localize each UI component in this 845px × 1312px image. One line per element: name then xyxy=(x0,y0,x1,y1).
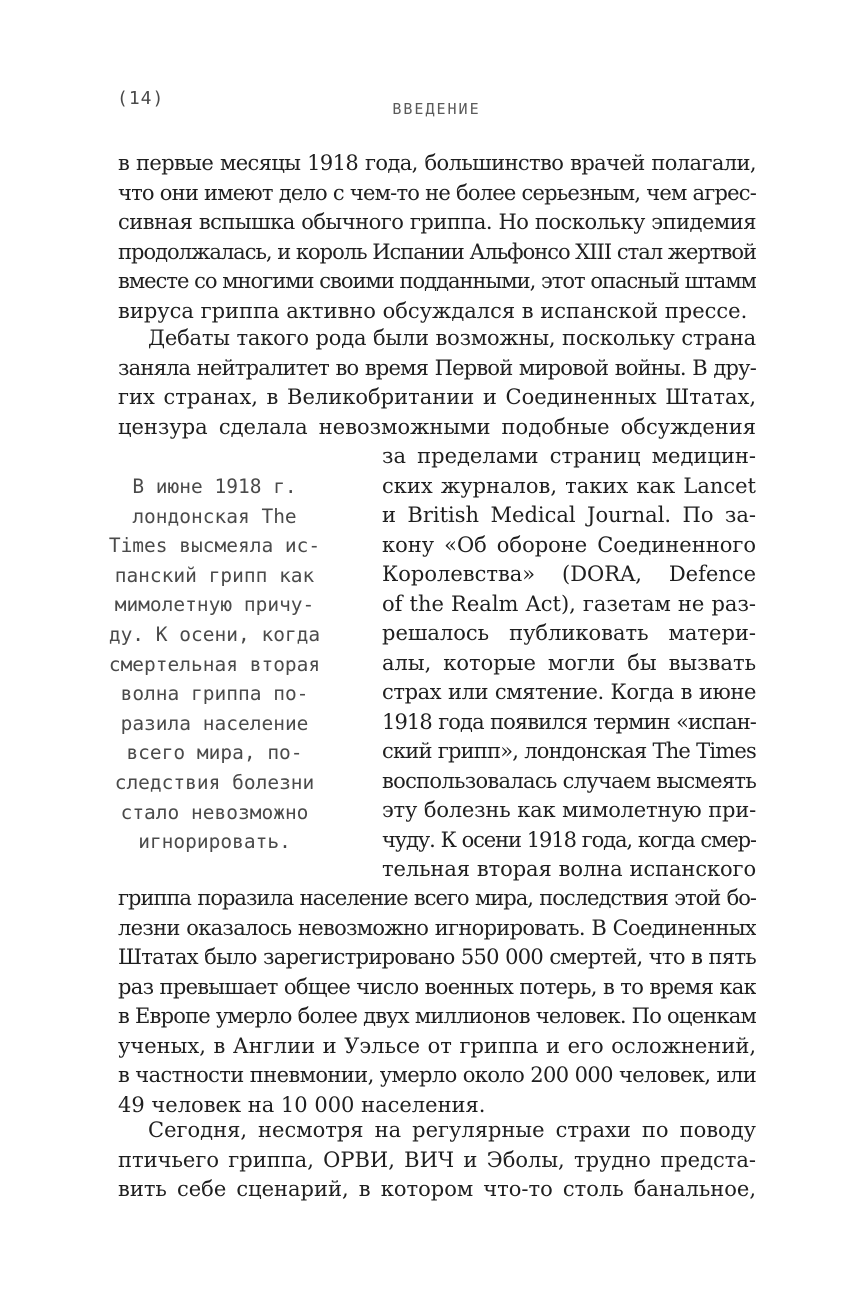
pull-quote-line: следствия болезни xyxy=(114,770,315,794)
text-line: вместе со многими своими подданными, этот опасный штамм xyxy=(118,269,756,293)
text-line: тельная вторая волна испанского xyxy=(382,857,756,881)
text-line: ученых, в Англии и Уэльсе от гриппа и его осложнений, xyxy=(118,1033,756,1058)
text-line: 1918 года появился термин «испан- xyxy=(382,709,756,734)
text-line: за пределами страниц медицин- xyxy=(382,444,756,468)
pull-quote-line: стало невозможно xyxy=(120,800,309,824)
running-head: ВВЕДЕНИЕ xyxy=(392,100,481,118)
pull-quote-line: разила население xyxy=(120,711,309,735)
text-line: лезни оказалось невозможно игнорировать. В Соединенных xyxy=(118,915,756,940)
text-line: в частности пневмонии, умерло около 200 000 человек, или xyxy=(118,1063,756,1087)
pull-quote-line: волна гриппа по- xyxy=(120,682,309,706)
text-line: раз превышает общее число военных потерь, в то время как xyxy=(118,974,756,999)
text-line: эту болезнь как мимолетную при- xyxy=(382,798,756,822)
text-line: птичьего гриппа, ОРВИ, ВИЧ и Эболы, трудно предста- xyxy=(118,1147,756,1172)
text-line: гриппа поразила население всего мира, последствия этой бо- xyxy=(118,886,756,910)
text-line: воспользовалась случаем высмеять xyxy=(382,768,756,793)
text-line: в Европе умерло более двух миллионов человек. По оценкам xyxy=(118,1004,756,1028)
pull-quote-line: Times высмеяла ис- xyxy=(108,534,321,558)
text-line: гих странах, в Великобритании и Соединенных Штатах, xyxy=(118,385,756,409)
text-line: of the Realm Act), газетам не раз- xyxy=(382,591,756,616)
text-line: страх или смятение. Когда в июне xyxy=(382,680,756,704)
pull-quote-line: смертельная вторая xyxy=(108,652,321,676)
text-line: продолжалась, и король Испании Альфонсо XIII стал жертвой xyxy=(118,239,756,264)
text-line: ский грипп», лондонская The Times xyxy=(382,739,756,763)
pull-quote-line: панский грипп как xyxy=(114,563,315,587)
text-line: Дебаты такого рода были возможны, поскольку страна xyxy=(148,326,756,350)
paragraph-1 xyxy=(118,149,756,326)
text-line: цензура сделала невозможными подобные обсуждения xyxy=(118,414,756,439)
paragraph-2-start xyxy=(118,324,756,442)
text-line: кону «Об обороне Соединенного xyxy=(382,532,756,557)
text-line: 49 человек на 10 000 населения. xyxy=(118,1092,486,1117)
text-line: Королевства» (DORA, Defence xyxy=(382,562,756,586)
text-line: и British Medical Journal. По за- xyxy=(382,503,756,527)
pull-quote xyxy=(62,472,367,857)
text-line: заняла нейтралитет во время Первой мировой войны. В дру- xyxy=(118,355,756,380)
text-line: алы, которые могли бы вызвать xyxy=(382,650,756,675)
pull-quote-line: всего мира, по- xyxy=(126,741,303,765)
pull-quote-line: лондонская The xyxy=(132,504,297,528)
paragraph-3 xyxy=(118,1116,756,1205)
text-line: что они имеют дело с чем-то не более серьезным, чем агрес- xyxy=(118,180,756,205)
paragraph-2-end xyxy=(118,884,756,1120)
pull-quote-line: В июне 1918 г. xyxy=(132,475,297,498)
text-line: Штатах было зарегистрировано 550 000 смертей, что в пять xyxy=(118,945,756,969)
text-line: сивная вспышка обычного гриппа. Но поскольку эпидемия xyxy=(118,210,756,234)
text-line: решалось публиковать матери- xyxy=(382,621,756,645)
text-line: вируса гриппа активно обсуждался в испанской прессе. xyxy=(118,298,748,323)
text-line: в первые месяцы 1918 года, большинство врачей полагали, xyxy=(118,151,756,175)
text-line: Сегодня, несмотря на регулярные страхи по поводу xyxy=(148,1118,756,1142)
paragraph-2-narrow-column xyxy=(382,442,756,885)
text-line: ских журналов, таких как Lancet xyxy=(382,473,756,498)
pull-quote-line: игнорировать. xyxy=(138,830,291,854)
text-line: вить себе сценарий, в котором что-то столь банальное, xyxy=(118,1177,756,1201)
pull-quote-line: мимолетную причу- xyxy=(114,593,315,617)
text-line: чуду. К осени 1918 года, когда смер- xyxy=(382,827,756,852)
pull-quote-line: ду. К осени, когда xyxy=(108,622,321,646)
page-number: (14) xyxy=(117,88,165,109)
